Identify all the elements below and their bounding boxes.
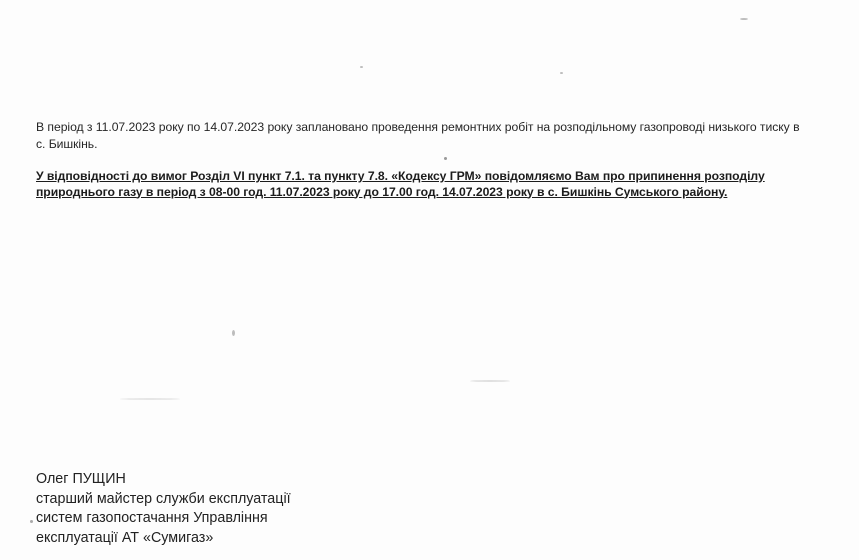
scan-speck bbox=[740, 18, 748, 20]
gas-supply-interruption-notice: У відповідності до вимог Розділ VI пункт 7.1. та пункту 7.8. «Кодексу ГРМ» повідомляємо Вам про припинення розподілу природнього газу в період з 08-00 год. 11.07.2023 року до 17.00 год. 14.07.2023 року в с. Бишкінь Сумського району. bbox=[36, 169, 765, 199]
scan-speck bbox=[560, 72, 563, 74]
signatory-position-line: експлуатації АТ «Сумигаз» bbox=[36, 529, 214, 546]
scan-speck bbox=[30, 520, 33, 523]
signature-block bbox=[36, 470, 291, 548]
signatory-position-line: старший майстер служби експлуатації bbox=[36, 490, 291, 507]
signatory-name: Олег ПУЩИН bbox=[36, 471, 126, 487]
scan-speck bbox=[470, 380, 510, 382]
notice-paragraph: В період з 11.07.2023 року по 14.07.2023 року заплановано проведення ремонтних робіт на розподільному газопроводі низького тиску в с. Бишкінь. bbox=[36, 120, 800, 151]
scan-speck bbox=[444, 157, 447, 160]
scan-speck bbox=[232, 330, 235, 336]
signatory-position-line: систем газопостачання Управління bbox=[36, 510, 268, 526]
scan-speck bbox=[360, 66, 363, 68]
scan-speck bbox=[120, 398, 180, 400]
